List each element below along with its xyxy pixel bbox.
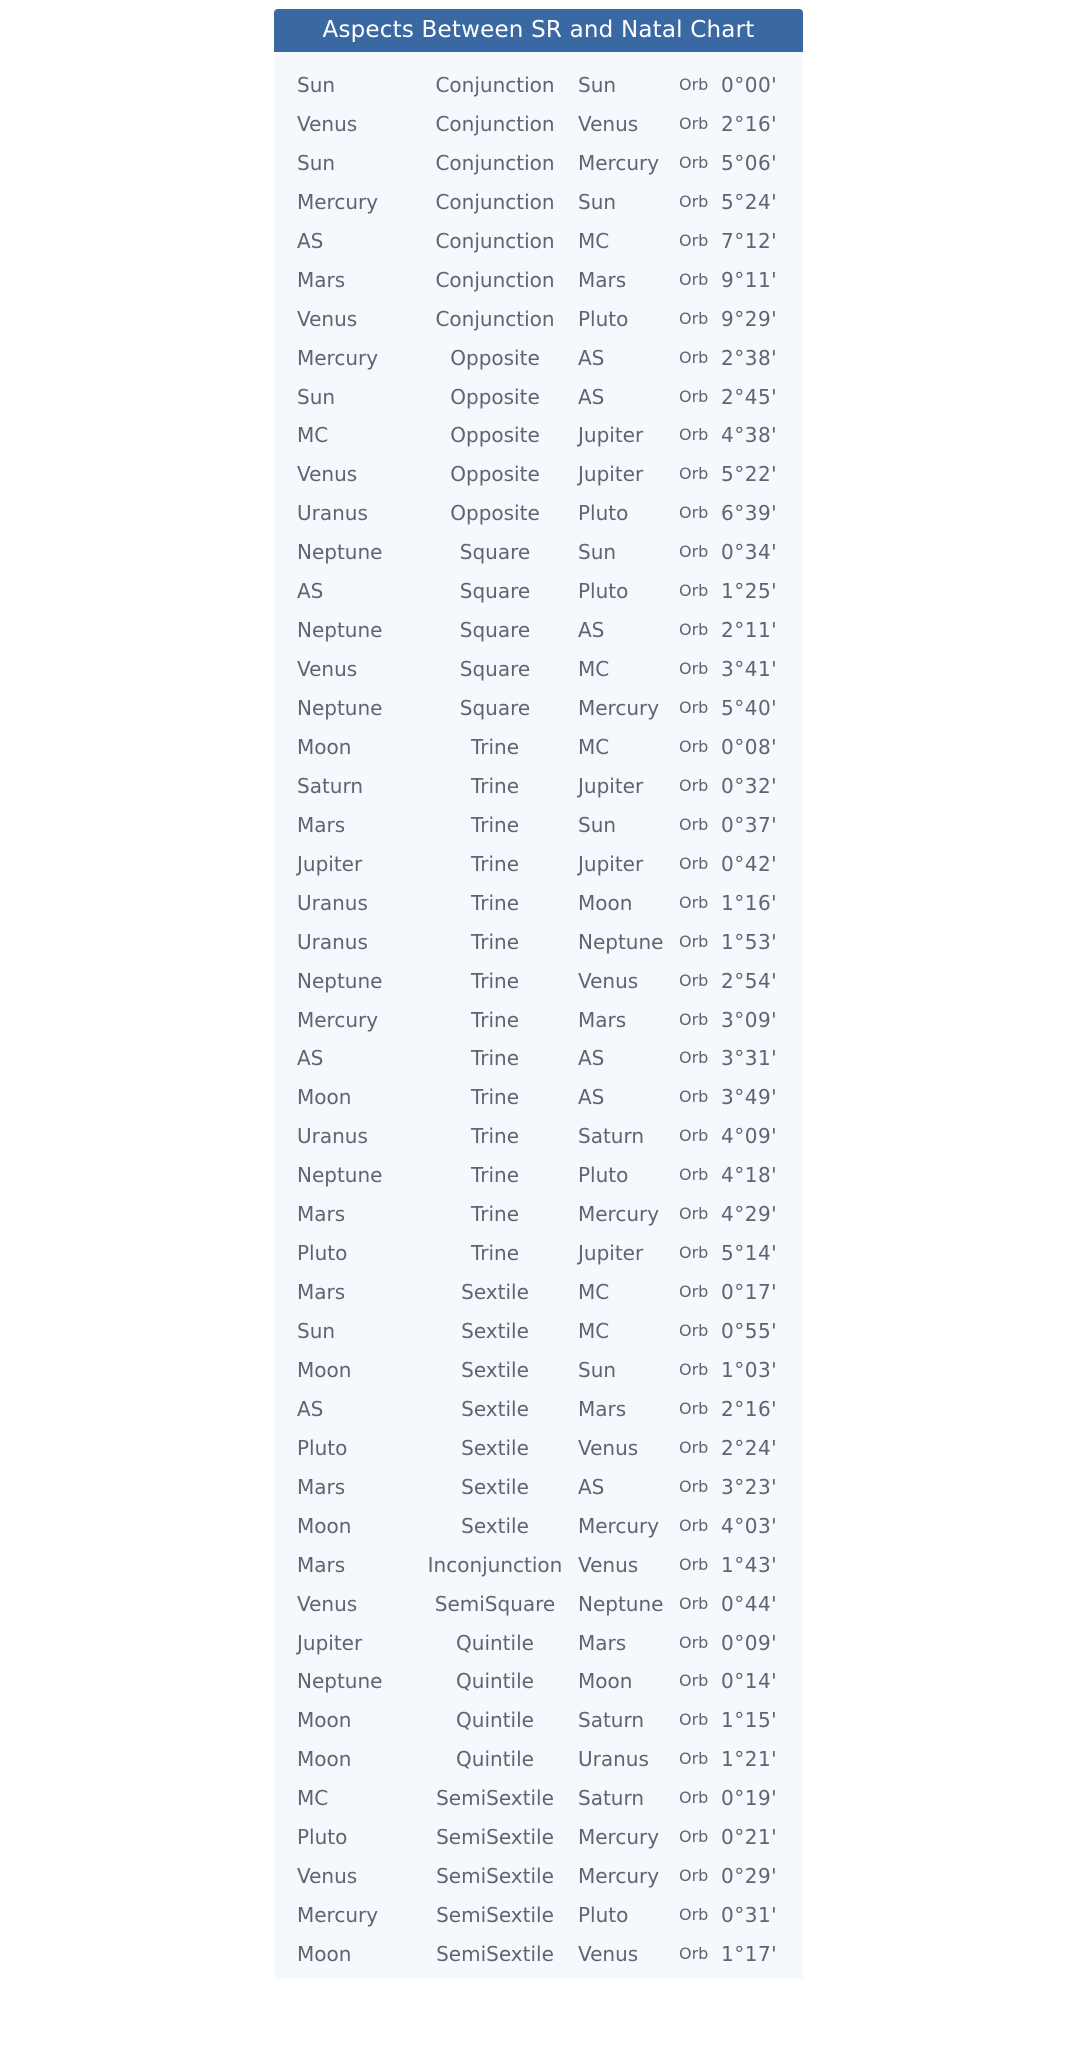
orb-value: 5°40' bbox=[721, 696, 778, 720]
natal-planet: Uranus bbox=[578, 1747, 649, 1772]
orb-label: Orb bbox=[679, 464, 709, 484]
aspect-type: Sextile bbox=[461, 1357, 529, 1382]
aspect-type: Trine bbox=[470, 812, 520, 837]
natal-planet: Sun bbox=[578, 540, 617, 565]
orb-value: 4°38' bbox=[721, 423, 778, 448]
natal-planet: MC bbox=[578, 734, 610, 759]
natal-planet: Mars bbox=[578, 1396, 627, 1421]
sr-planet: Jupiter bbox=[297, 1630, 363, 1655]
aspect-row bbox=[274, 501, 803, 540]
orb-value: 2°54' bbox=[721, 968, 778, 993]
aspect-row bbox=[274, 1124, 803, 1163]
orb-label: Orb bbox=[679, 1749, 709, 1769]
aspect-type: Sextile bbox=[461, 1319, 529, 1343]
sr-planet: Moon bbox=[297, 1708, 352, 1733]
sr-planet: Neptune bbox=[297, 696, 383, 720]
orb-label: Orb bbox=[679, 308, 709, 328]
sr-planet: Mercury bbox=[297, 189, 379, 214]
aspect-type: Square bbox=[459, 579, 531, 604]
orb-value: 0°55' bbox=[721, 1319, 778, 1343]
orb-label: Orb bbox=[679, 347, 709, 367]
orb-label: Orb bbox=[679, 1671, 709, 1691]
natal-planet: Venus bbox=[578, 1552, 639, 1577]
sr-planet: Moon bbox=[297, 1085, 352, 1110]
aspect-row bbox=[274, 657, 803, 696]
aspect-row bbox=[274, 891, 803, 930]
aspect-type: Opposite bbox=[450, 462, 540, 487]
aspect-type: Trine bbox=[470, 890, 520, 915]
natal-planet: Neptune bbox=[578, 1591, 664, 1616]
natal-planet: Pluto bbox=[578, 306, 629, 331]
aspect-type: Trine bbox=[470, 851, 520, 876]
aspect-type: Trine bbox=[470, 773, 520, 798]
aspect-type: Trine bbox=[470, 1163, 520, 1188]
aspect-type: Quintile bbox=[456, 1708, 534, 1733]
sr-planet: Uranus bbox=[297, 929, 368, 954]
sr-planet: Moon bbox=[297, 1942, 352, 1966]
orb-label: Orb bbox=[679, 736, 709, 756]
sr-planet: Mercury bbox=[297, 345, 379, 370]
orb-label: Orb bbox=[679, 1009, 709, 1029]
orb-label: Orb bbox=[679, 1827, 709, 1847]
sr-planet: Neptune bbox=[297, 1163, 383, 1188]
aspect-row bbox=[274, 1202, 803, 1241]
aspect-row bbox=[274, 1163, 803, 1202]
natal-planet: Moon bbox=[578, 890, 633, 915]
sr-planet: Mars bbox=[297, 1280, 346, 1305]
orb-label: Orb bbox=[679, 1944, 709, 1963]
orb-label: Orb bbox=[679, 1710, 709, 1730]
aspect-type: Square bbox=[459, 657, 531, 682]
aspect-type: SemiSextile bbox=[436, 1864, 554, 1889]
aspect-row bbox=[274, 1514, 803, 1553]
natal-planet: Sun bbox=[578, 189, 617, 214]
aspect-type: Opposite bbox=[450, 423, 540, 448]
natal-planet: Saturn bbox=[578, 1124, 645, 1149]
aspect-type: Trine bbox=[470, 1046, 520, 1071]
aspect-row bbox=[274, 1085, 803, 1124]
aspect-row bbox=[274, 1553, 803, 1592]
orb-value: 0°00' bbox=[721, 73, 778, 97]
aspect-type: SemiSextile bbox=[436, 1786, 554, 1811]
orb-value: 0°34' bbox=[721, 540, 778, 565]
natal-planet: AS bbox=[578, 1474, 605, 1499]
natal-planet: Mercury bbox=[578, 1202, 660, 1227]
sr-planet: AS bbox=[297, 1046, 324, 1071]
orb-label: Orb bbox=[679, 1476, 709, 1496]
aspect-type: Square bbox=[459, 696, 531, 720]
orb-label: Orb bbox=[679, 191, 709, 211]
aspect-type: Trine bbox=[470, 968, 520, 993]
natal-planet: Pluto bbox=[578, 1163, 629, 1188]
aspect-row bbox=[274, 462, 803, 501]
sr-planet: Uranus bbox=[297, 1124, 368, 1149]
orb-label: Orb bbox=[679, 581, 709, 601]
aspect-type: Sextile bbox=[461, 1280, 529, 1305]
sr-planet: Venus bbox=[297, 111, 358, 136]
aspect-row bbox=[274, 1008, 803, 1047]
orb-value: 9°11' bbox=[721, 267, 778, 292]
natal-planet: AS bbox=[578, 345, 605, 370]
natal-planet: AS bbox=[578, 1085, 605, 1110]
orb-value: 5°22' bbox=[721, 462, 778, 487]
sr-planet: Mars bbox=[297, 812, 346, 837]
aspect-type: Trine bbox=[470, 1202, 520, 1227]
aspect-row bbox=[274, 579, 803, 618]
orb-value: 4°29' bbox=[721, 1202, 778, 1227]
orb-label: Orb bbox=[679, 1359, 709, 1379]
natal-planet: Pluto bbox=[578, 579, 629, 604]
natal-planet: Sun bbox=[578, 1357, 617, 1382]
aspects-panel bbox=[274, 9, 803, 1979]
orb-label: Orb bbox=[679, 1515, 709, 1535]
sr-planet: Mars bbox=[297, 267, 346, 292]
natal-planet: Mercury bbox=[578, 150, 660, 175]
sr-planet: Pluto bbox=[297, 1241, 348, 1266]
natal-planet: MC bbox=[578, 228, 610, 253]
orb-label: Orb bbox=[679, 1632, 709, 1652]
natal-planet: Mars bbox=[578, 1630, 627, 1655]
orb-label: Orb bbox=[679, 503, 709, 523]
panel-title: Aspects Between SR and Natal Chart bbox=[274, 9, 803, 52]
orb-label: Orb bbox=[679, 1087, 709, 1107]
aspect-type: SemiSextile bbox=[436, 1942, 554, 1966]
aspect-row bbox=[274, 73, 803, 112]
aspect-row bbox=[274, 1864, 803, 1903]
orb-label: Orb bbox=[679, 1126, 709, 1146]
orb-label: Orb bbox=[679, 1398, 709, 1418]
sr-planet: Mercury bbox=[297, 1007, 379, 1032]
natal-planet: AS bbox=[578, 384, 605, 409]
natal-planet: Mars bbox=[578, 1007, 627, 1032]
aspect-type: Quintile bbox=[456, 1669, 534, 1694]
sr-planet: Sun bbox=[297, 150, 336, 175]
aspect-row bbox=[274, 1903, 803, 1942]
orb-label: Orb bbox=[679, 1593, 709, 1613]
sr-planet: Neptune bbox=[297, 618, 383, 643]
orb-label: Orb bbox=[679, 970, 709, 990]
orb-value: 0°17' bbox=[721, 1280, 778, 1305]
sr-planet: Mercury bbox=[297, 1903, 379, 1928]
aspect-type: Trine bbox=[470, 929, 520, 954]
aspect-row bbox=[274, 735, 803, 774]
orb-value: 5°14' bbox=[721, 1241, 778, 1266]
sr-planet: Moon bbox=[297, 1747, 352, 1772]
sr-planet: Mars bbox=[297, 1202, 346, 1227]
orb-label: Orb bbox=[679, 698, 709, 717]
aspect-type: Conjunction bbox=[435, 73, 555, 97]
orb-value: 1°53' bbox=[721, 929, 778, 954]
sr-planet: Moon bbox=[297, 1357, 352, 1382]
orb-label: Orb bbox=[679, 1866, 709, 1886]
orb-value: 0°32' bbox=[721, 773, 778, 798]
aspect-type: Sextile bbox=[461, 1474, 529, 1499]
orb-label: Orb bbox=[679, 1282, 709, 1302]
aspect-type: SemiSquare bbox=[434, 1591, 556, 1616]
sr-planet: Jupiter bbox=[297, 851, 363, 876]
orb-label: Orb bbox=[679, 542, 709, 562]
aspect-row bbox=[274, 1747, 803, 1786]
aspect-type: Opposite bbox=[450, 345, 540, 370]
sr-planet: Venus bbox=[297, 306, 358, 331]
aspect-type: Conjunction bbox=[435, 189, 555, 214]
orb-value: 6°39' bbox=[721, 501, 778, 526]
aspect-type: Sextile bbox=[461, 1435, 529, 1460]
aspect-row bbox=[274, 930, 803, 969]
aspect-row bbox=[274, 1825, 803, 1864]
sr-planet: Mars bbox=[297, 1474, 346, 1499]
aspect-type: Sextile bbox=[461, 1513, 529, 1538]
aspect-row bbox=[274, 1046, 803, 1085]
orb-label: Orb bbox=[679, 659, 709, 679]
aspect-type: Square bbox=[459, 540, 531, 565]
orb-value: 0°14' bbox=[721, 1669, 778, 1694]
aspect-row bbox=[274, 540, 803, 579]
orb-value: 1°16' bbox=[721, 890, 778, 915]
aspect-row bbox=[274, 385, 803, 424]
orb-value: 1°17' bbox=[721, 1942, 778, 1966]
natal-planet: Saturn bbox=[578, 1708, 645, 1733]
orb-value: 5°24' bbox=[721, 189, 778, 214]
sr-planet: Moon bbox=[297, 734, 352, 759]
natal-planet: Jupiter bbox=[578, 462, 644, 487]
aspect-row bbox=[274, 1319, 803, 1358]
natal-planet: Jupiter bbox=[578, 1241, 644, 1266]
natal-planet: Jupiter bbox=[578, 851, 644, 876]
orb-value: 0°09' bbox=[721, 1630, 778, 1655]
orb-value: 1°25' bbox=[721, 579, 778, 604]
orb-label: Orb bbox=[679, 1554, 709, 1574]
orb-label: Orb bbox=[679, 892, 709, 912]
aspect-type: SemiSextile bbox=[436, 1825, 554, 1850]
aspect-type: Trine bbox=[470, 1007, 520, 1032]
orb-value: 0°29' bbox=[721, 1864, 778, 1889]
natal-planet: AS bbox=[578, 1046, 605, 1071]
aspect-row bbox=[274, 1669, 803, 1708]
orb-value: 0°08' bbox=[721, 734, 778, 759]
aspect-row bbox=[274, 190, 803, 229]
aspect-type: Conjunction bbox=[435, 267, 555, 292]
natal-planet: Mercury bbox=[578, 696, 660, 720]
sr-planet: Neptune bbox=[297, 540, 383, 565]
orb-label: Orb bbox=[679, 814, 709, 834]
aspect-row bbox=[274, 1397, 803, 1436]
aspect-row bbox=[274, 696, 803, 735]
orb-value: 0°44' bbox=[721, 1591, 778, 1616]
aspect-type: Square bbox=[459, 618, 531, 643]
natal-planet: Mars bbox=[578, 267, 627, 292]
sr-planet: Venus bbox=[297, 1864, 358, 1889]
orb-value: 2°24' bbox=[721, 1435, 778, 1460]
orb-label: Orb bbox=[679, 425, 709, 445]
natal-planet: Moon bbox=[578, 1669, 633, 1694]
natal-planet: Venus bbox=[578, 111, 639, 136]
orb-label: Orb bbox=[679, 1788, 709, 1808]
orb-value: 2°45' bbox=[721, 384, 778, 409]
sr-planet: Sun bbox=[297, 384, 336, 409]
orb-value: 1°15' bbox=[721, 1708, 778, 1733]
sr-planet: Saturn bbox=[297, 773, 364, 798]
aspect-row bbox=[274, 969, 803, 1008]
orb-label: Orb bbox=[679, 1048, 709, 1068]
aspect-row bbox=[274, 346, 803, 385]
sr-planet: Pluto bbox=[297, 1435, 348, 1460]
orb-value: 1°21' bbox=[721, 1747, 778, 1772]
orb-value: 0°19' bbox=[721, 1786, 778, 1811]
natal-planet: Venus bbox=[578, 1435, 639, 1460]
sr-planet: Sun bbox=[297, 1319, 336, 1343]
orb-label: Orb bbox=[679, 1905, 709, 1925]
aspect-row bbox=[274, 852, 803, 891]
orb-value: 4°18' bbox=[721, 1163, 778, 1188]
orb-label: Orb bbox=[679, 230, 709, 250]
aspect-row bbox=[274, 618, 803, 657]
orb-value: 1°43' bbox=[721, 1552, 778, 1577]
sr-planet: MC bbox=[297, 1786, 329, 1811]
natal-planet: Venus bbox=[578, 1942, 639, 1966]
orb-value: 9°29' bbox=[721, 306, 778, 331]
orb-label: Orb bbox=[679, 1204, 709, 1224]
sr-planet: AS bbox=[297, 579, 324, 604]
orb-label: Orb bbox=[679, 152, 709, 172]
orb-value: 0°21' bbox=[721, 1825, 778, 1850]
sr-planet: Neptune bbox=[297, 1669, 383, 1694]
orb-value: 0°42' bbox=[721, 851, 778, 876]
natal-planet: Mercury bbox=[578, 1825, 660, 1850]
aspect-type: Conjunction bbox=[435, 111, 555, 136]
sr-planet: AS bbox=[297, 228, 324, 253]
aspect-row bbox=[274, 1436, 803, 1475]
sr-planet: Sun bbox=[297, 73, 336, 97]
aspect-row bbox=[274, 1358, 803, 1397]
natal-planet: Mercury bbox=[578, 1864, 660, 1889]
orb-value: 3°41' bbox=[721, 657, 778, 682]
aspect-type: Inconjunction bbox=[427, 1552, 563, 1577]
aspect-row bbox=[274, 1942, 803, 1981]
orb-value: 0°37' bbox=[721, 812, 778, 837]
orb-label: Orb bbox=[679, 386, 709, 406]
orb-label: Orb bbox=[679, 75, 709, 94]
sr-planet: Uranus bbox=[297, 890, 368, 915]
sr-planet: AS bbox=[297, 1396, 324, 1421]
aspect-type: Conjunction bbox=[435, 150, 555, 175]
orb-value: 3°23' bbox=[721, 1474, 778, 1499]
natal-planet: Sun bbox=[578, 812, 617, 837]
sr-planet: Uranus bbox=[297, 501, 368, 526]
aspect-row bbox=[274, 229, 803, 268]
sr-planet: Venus bbox=[297, 657, 358, 682]
orb-label: Orb bbox=[679, 1243, 709, 1263]
orb-label: Orb bbox=[679, 269, 709, 289]
natal-planet: Jupiter bbox=[578, 773, 644, 798]
orb-value: 3°31' bbox=[721, 1046, 778, 1071]
natal-planet: MC bbox=[578, 657, 610, 682]
orb-value: 3°49' bbox=[721, 1085, 778, 1110]
orb-value: 2°16' bbox=[721, 1396, 778, 1421]
orb-value: 2°16' bbox=[721, 111, 778, 136]
aspect-row bbox=[274, 1241, 803, 1280]
aspect-row bbox=[274, 813, 803, 852]
sr-planet: Mars bbox=[297, 1552, 346, 1577]
orb-label: Orb bbox=[679, 1321, 709, 1340]
aspect-row bbox=[274, 1786, 803, 1825]
aspect-type: Quintile bbox=[456, 1747, 534, 1772]
aspect-type: Trine bbox=[470, 1085, 520, 1110]
orb-label: Orb bbox=[679, 113, 709, 133]
sr-planet: Venus bbox=[297, 462, 358, 487]
aspect-type: Conjunction bbox=[435, 306, 555, 331]
natal-planet: MC bbox=[578, 1280, 610, 1305]
natal-planet: Pluto bbox=[578, 1903, 629, 1928]
natal-planet: Venus bbox=[578, 968, 639, 993]
aspect-row bbox=[274, 774, 803, 813]
orb-value: 3°09' bbox=[721, 1007, 778, 1032]
aspect-type: Trine bbox=[470, 734, 520, 759]
aspect-row bbox=[274, 307, 803, 346]
orb-value: 7°12' bbox=[721, 228, 778, 253]
aspects-table bbox=[274, 73, 803, 1981]
natal-planet: Jupiter bbox=[578, 423, 644, 448]
aspect-row bbox=[274, 1475, 803, 1514]
aspect-row bbox=[274, 268, 803, 307]
aspect-type: Opposite bbox=[450, 501, 540, 526]
natal-planet: Pluto bbox=[578, 501, 629, 526]
natal-planet: MC bbox=[578, 1319, 610, 1343]
orb-value: 1°03' bbox=[721, 1357, 778, 1382]
aspect-type: SemiSextile bbox=[436, 1903, 554, 1928]
natal-planet: Neptune bbox=[578, 929, 664, 954]
natal-planet: Sun bbox=[578, 73, 617, 97]
natal-planet: AS bbox=[578, 618, 605, 643]
aspect-type: Opposite bbox=[450, 384, 540, 409]
natal-planet: Saturn bbox=[578, 1786, 645, 1811]
aspect-row bbox=[274, 112, 803, 151]
aspect-type: Conjunction bbox=[435, 228, 555, 253]
orb-value: 0°31' bbox=[721, 1903, 778, 1928]
aspect-row bbox=[274, 1631, 803, 1670]
aspect-row bbox=[274, 1592, 803, 1631]
aspect-type: Trine bbox=[470, 1241, 520, 1266]
sr-planet: Neptune bbox=[297, 968, 383, 993]
aspect-row bbox=[274, 151, 803, 190]
orb-value: 4°03' bbox=[721, 1513, 778, 1538]
orb-label: Orb bbox=[679, 931, 709, 951]
sr-planet: Venus bbox=[297, 1591, 358, 1616]
aspect-row bbox=[274, 1280, 803, 1319]
sr-planet: Moon bbox=[297, 1513, 352, 1538]
aspect-row bbox=[274, 423, 803, 462]
orb-value: 2°11' bbox=[721, 618, 778, 643]
orb-value: 2°38' bbox=[721, 345, 778, 370]
aspect-row bbox=[274, 1708, 803, 1747]
orb-label: Orb bbox=[679, 1437, 709, 1457]
natal-planet: Mercury bbox=[578, 1513, 660, 1538]
orb-label: Orb bbox=[679, 620, 709, 640]
orb-value: 4°09' bbox=[721, 1124, 778, 1149]
aspect-type: Quintile bbox=[456, 1630, 534, 1655]
sr-planet: MC bbox=[297, 423, 329, 448]
orb-label: Orb bbox=[679, 775, 709, 795]
aspect-type: Sextile bbox=[461, 1396, 529, 1421]
aspect-type: Trine bbox=[470, 1124, 520, 1149]
orb-value: 5°06' bbox=[721, 150, 778, 175]
orb-label: Orb bbox=[679, 1165, 709, 1185]
sr-planet: Pluto bbox=[297, 1825, 348, 1850]
orb-label: Orb bbox=[679, 853, 709, 873]
